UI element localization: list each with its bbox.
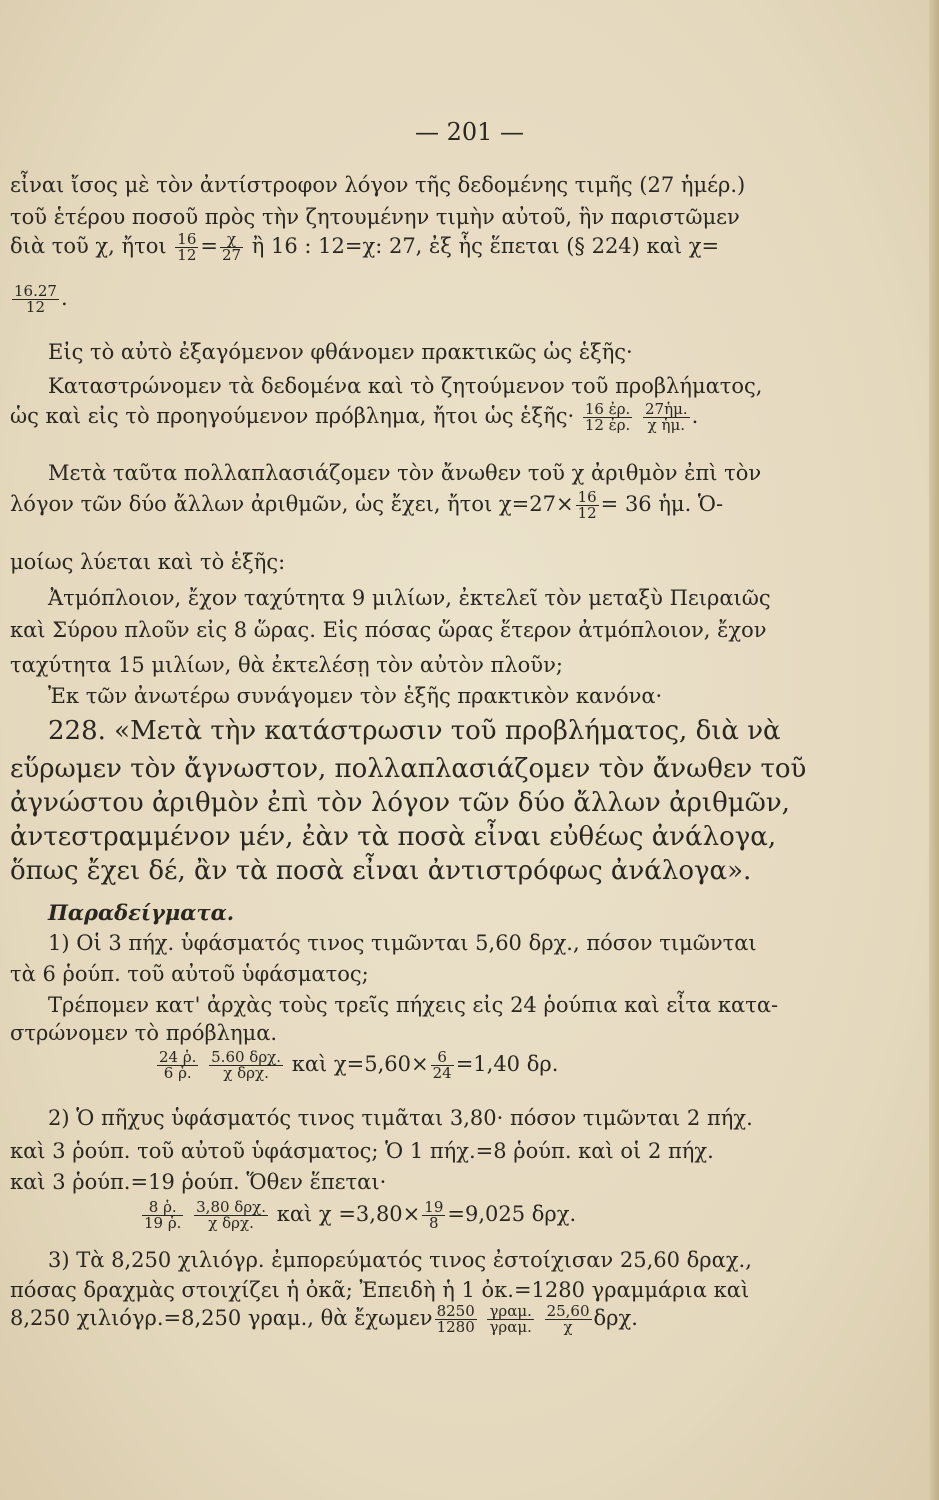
denominator: χ ἡμ. [647,416,685,434]
text: διὰ τοῦ χ, ἤτοι [10,234,167,258]
text-line: Τρέπομεν κατ' ἀρχὰς τοὺς τρεῖς πήχεις εἰς 24 ῥούπια καὶ εἶτα κατα- [48,993,779,1017]
equation-line [140,1200,576,1231]
numerator: 5.60 δρχ. [211,1048,282,1066]
denominator: 6 ῥ. [163,1064,192,1082]
text: λόγον τῶν δύο ἄλλων ἀριθμῶν, ὡς ἔχει, ἤτοι χ=27× [10,492,574,516]
denominator: 12 [25,298,46,316]
text-line-with-fraction [10,490,723,521]
rule-line: 228. «Μετὰ τὴν κατάστρωσιν τοῦ προβλήματος, διὰ νὰ [48,716,781,746]
fraction [583,402,633,433]
text-line: Μετὰ ταῦτα πολλαπλασιάζομεν τὸν ἄνωθεν τοῦ χ ἀριθμὸν ἐπὶ τὸν [48,461,762,485]
page-number: — 201 — [414,118,525,146]
text-line: μοίως λύεται καὶ τὸ ἑξῆς: [10,550,286,574]
denominator: 12 [177,246,197,264]
text-line: στρώνομεν τὸ πρόβλημα. [10,1021,278,1045]
numerator: 8250 [436,1302,475,1320]
text: καὶ χ=5,60× [291,1052,429,1076]
equation-line [10,1304,638,1335]
denominator: 8 [429,1214,439,1232]
fraction [643,402,690,433]
numerator: γραμ. [489,1302,532,1320]
denominator: 27 [221,246,242,264]
section-heading: Παραδείγματα. [48,900,235,925]
denominator: 12 ἐρ. [584,416,631,434]
text-line: τοῦ ἑτέρου ποσοῦ πρὸς τὴν ζητουμένην τιμὴν αὐτοῦ, ἣν παριστῶμεν [10,205,740,229]
numerator: 6 [431,1050,454,1066]
equation-line [155,1050,558,1081]
fraction [435,1304,477,1335]
text-line: 1) Οἱ 3 πήχ. ὑφάσματός τινος τιμῶνται 5,60 δρχ., πόσον τιμῶνται [48,931,757,955]
text-line: εἶναι ἴσος μὲ τὸν ἀντίστροφον λόγον τῆς δεδομένης τιμῆς (27 ἡμέρ.) [10,173,746,197]
text: ἢ 16 : 12=χ: 27, ἐξ ἧς ἕπεται (§ 224) καὶ χ= [251,234,720,258]
rule-line: ἀγνώστου ἀριθμὸν ἐπὶ τὸν λόγον τῶν δύο ἄλλων ἀριθμῶν, [10,788,790,818]
fraction [12,284,59,315]
text-line: καὶ 3 ῥούπ.=19 ῥούπ. Ὅθεν ἕπεται· [10,1170,387,1194]
numerator: 16.27 [14,282,57,300]
numerator: 27ἡμ. [645,400,688,418]
numerator: 8 ῥ. [142,1200,183,1216]
denominator: 12 [577,504,597,522]
text-line-with-fraction: διὰ τοῦ χ, ἤτοι $\frac{16}{12}$ = $\frac{\chi}{27}$ ἢ 16 : 12=χ: 27, ἐξ ἧς ἕπεται (§ 224) καὶ χ= [10,230,720,264]
text-line: πόσας δραχμὰς στοιχίζει ἡ ὀκᾶ; Ἐπειδὴ ἡ 1 ὀκ.=1280 γραμμάρια καὶ [10,1278,750,1302]
text-line: Εἰς τὸ αὐτὸ ἐξαγόμενον φθάνομεν πρακτικῶς ὡς ἑξῆς· [48,340,633,364]
page-edge [929,0,939,1500]
numerator: 25,60 [546,1302,590,1320]
numerator: 3,80 δρχ. [196,1198,267,1216]
fraction [194,1200,268,1231]
text-line: 3) Τὰ 8,250 χιλιόγρ. ἐμπορεύματός τινος ἐστοίχισαν 25,60 δραχ., [48,1248,752,1272]
text-line: καὶ Σύρου πλοῦν εἰς 8 ὥρας. Εἰς πόσας ὥρας ἕτερον ἀτμόπλοιον, ἔχον [10,618,767,642]
text: =1,40 δρ. [455,1052,559,1076]
text-line-with-fraction: ὡς καὶ εἰς τὸ προηγούμενον πρόβλημα, ἤτοι ὡς ἑξῆς· $\frac{\text{16 ἐρ.}}{\text{12 ἐρ.}}$ $\frac{\text{27ἡμ.}}{\text{χ ἡμ.}}$ . [10,400,699,434]
fraction [487,1304,533,1335]
text-line: τὰ 6 ῥούπ. τοῦ αὐτοῦ ὑφάσματος; [10,962,369,986]
rule-line: ἀντεστραμμένον μέν, ἐὰν τὰ ποσὰ εἶναι εὐθέως ἀνάλογα, [10,822,777,852]
text: ὡς καὶ εἰς τὸ προηγούμενον πρόβλημα, ἤτοι ὡς ἑξῆς· [10,404,575,428]
numerator: 16 ἐρ. [584,400,631,418]
text: καὶ χ =3,80× [276,1202,421,1226]
fraction [209,1050,283,1081]
text-line: ταχύτητα 15 μιλίων, θὰ ἐκτελέσῃ τὸν αὐτὸν πλοῦν; [10,653,563,677]
denominator: 1280 [436,1318,475,1336]
denominator: 24 [432,1064,452,1082]
text: 8,250 χιλιόγρ.=8,250 γραμ., θὰ ἔχωμεν [10,1306,433,1330]
numerator: χ [220,232,243,248]
numerator: 16 [177,230,197,248]
text-line: καὶ 3 ῥούπ. τοῦ αὐτοῦ ὑφάσματος; Ὁ 1 πήχ.=8 ῥούπ. καὶ οἱ 2 πήχ. [10,1139,714,1163]
denominator: χ δρχ. [208,1214,254,1232]
fraction [157,1050,198,1081]
text: δρχ. [593,1306,638,1330]
denominator: χ [563,1318,573,1336]
numerator: 24 ῥ. [159,1048,197,1066]
numerator: 16 [577,488,597,506]
fraction-line: $\frac{16.27}{12}$ . [14,282,68,316]
rule-line: ὅπως ἔχει δέ, ἂν τὰ ποσὰ εἶναι ἀντιστρόφως ἀνάλογα». [10,856,752,886]
denominator: χ δρχ. [223,1064,269,1082]
fraction [175,232,198,263]
fraction [220,232,243,263]
fraction [422,1200,445,1231]
text-line: Ἐκ τῶν ἀνωτέρω συνάγομεν τὸν ἑξῆς πρακτικὸν κανόνα· [48,684,663,708]
numerator: 19 [424,1198,444,1216]
text: =9,025 δρχ. [447,1202,577,1226]
fraction [576,490,599,521]
text-line: Καταστρώνομεν τὰ δεδομένα καὶ τὸ ζητούμενον τοῦ προβλήματος, [48,374,763,398]
text-line: Ἀτμόπλοιον, ἔχον ταχύτητα 9 μιλίων, ἐκτελεῖ τὸν μεταξὺ Πειραιῶς [48,586,771,610]
text-line: 2) Ὁ πῆχυς ὑφάσματός τινος τιμᾶται 3,80· πόσον τιμῶνται 2 πήχ. [48,1106,753,1130]
text: = 36 ἡμ. Ὁ- [600,492,724,516]
denominator: γραμ. [489,1318,532,1336]
fraction [431,1050,454,1081]
fraction [545,1304,592,1335]
denominator: 19 ῥ. [144,1214,182,1232]
rule-line: εὕρωμεν τὸν ἄγνωστον, πολλαπλασιάζομεν τὸν ἄνωθεν τοῦ [10,754,807,784]
fraction [142,1200,183,1231]
